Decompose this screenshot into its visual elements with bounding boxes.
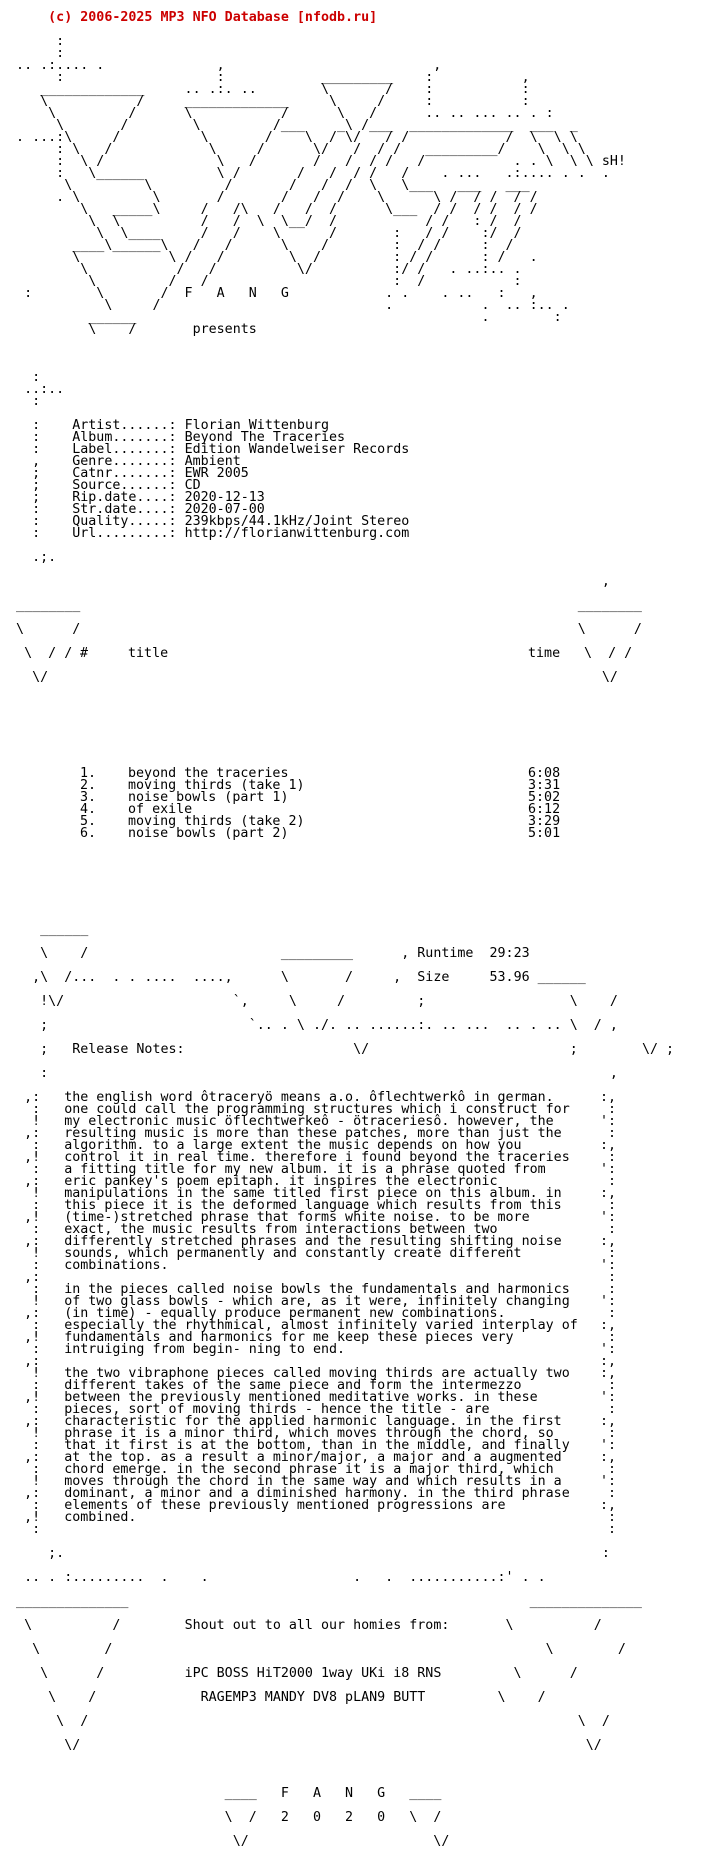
track-number: 2. (80, 778, 97, 793)
note-text: my electronic music öflechtwerkeô - ötraceriesô. however, the (64, 1114, 554, 1129)
divider-art-line-text: : (0, 394, 41, 409)
notes-frame-bottom: .. . :......... . . . . ...........:' . . (0, 1570, 546, 1585)
note-text: dominant, a minor and a diminished harmony. in the third phrase (64, 1486, 570, 1501)
nfo-document: (c) 2006-2025 MP3 NFO Database [nfodb.ru] : : .. .:.... . , , : : _________ : , _____________ .. .:. .. \ / : : \ / _____________ \ / : : \ / \ / \ / .. .. ... .. . : \ / \ /___ _\ /___ _____________ ___ _ . ...:\ / \ / \ / \/ / / / \ \ \ : \ / \ / \/ / / / _________/ \ \ \ : \ / \ / / / / / / . . \ \ \ sH! : \______ \ / / / / / / . ... .:.... . . . \ \ / / / / \ \___ ___ ___ . \ \ / / / / \ \ / / / / / \ _____\ / /\ / / / \___ / / / / / / \ \ / / \ \__/ / / / : / / \ \____ / / \ / : / / :/ / ____\______\ / / \ / : / / : / \ \ / / \ / : / / : / . \ / / \/ :/ / . ..:.. . \ / / : / : : \ / F A N G . . . .. : , \ / . . .. :.. . ______ . : \ / presents : ..:.. : : Artist......: Florian Wittenburg : Album.......: Beyond The Traceries : Label.......: Edition Wandelweiser Records , Genre.......: Ambient ; Catnr.......: EWR 2005 ; Source......: CD ; Rip.date....: 2020-12-13 : Str.date....: 2020-07-00 : Quality.....: 239kbps/44.1kHz/Joint Stereo : Url.........: http://florianwittenburg.com .;. , ________ ________ \ / \ / \ / / # title time \ / / \/ \/ 1. beyond the traceries 6:08 2. moving thirds (take 1) 3:31 3. noise bowls (part 1) 5:02 4. of exile 6:12 5. moving thirds (take 2) 3:29 6. noise bowls (part 2) 5:01 ______ \ / _________ , Runtime 29:23 ,\ /... . . .... ...., \ / , Size 53.96 ______ !\/ `, \ / ; \ / ; `.. . \ ./. .. ......:. .. ... .. . .. \ / , ; Release Notes: \/ ; \/ ; : , ,: the english word ôtraceryö means a.o. ôflechtwerkô in german. :, : one could call the programming structures which i construct for : ! my electronic music öflechtwerkeô - ötraceriesô. however, the ': ,: resulting music is more than these patches, more than just the : : algorithm. to a large extent the music depends on how you :, ,! control it in real time. therefore i found beyond the traceries : : a fitting title for my new album. it is a phrase quoted from ': ,: eric pankey's poem epitaph. it inspires the electronic : ! manipulations in the same titled first piece on this album. in :, : this piece it is the deformed language which results from this : ,! (time-)stretched phrase that forms white noise. to be more ': : exact, the music results from interactions between two : ,: differently stretched phrases and the resulting shifting noise :, ! sounds, which permanently and constantly create different : : combinations. ': ,: : : in the pieces called noise bowls the fundamentals and harmonics : ! of two glass bowls - which are, as it were, infinitely changing ': ,: (in time) - equally produce permanent new combinations. : : especially the rhythmical, almost infinitely varied interplay of :, ,! fundamentals and harmonics for me keep these pieces very : : intruiging from begin- ning to end. ': ,: :, ! the two vibraphone pieces called moving thirds are actually two :, : different takes of the same piece and form the intermezzo : ,! between the previously mentioned meditative works. in these ': : pieces, sort of moving thirds - hence the title - are : ,: characteristic for the applied harmonic language. in the first :, ! phrase it is a minor third, which moves through the chord, so : : that it first is at the bottom, than in the middle, and finally ': ,: at the top. as a result a minor/major, a major and a augmented :, : chord emerge. in the second phrase it is a major third, which : ! moves through the chord in the same way and which results in a ': ,: dominant, a minor and a diminished harmony. in the third phrase : : elements of these previously mentioned progressions are :, ,! combined. : : : ;. : .. . :......... . . . . ...........:' . . ______________ ______________ \ / Shout out to all our homies from: \ / \ / \ / \ / iPC BOSS HiT2000 1way UKi i8 RNS \ / \ / RAGEMP3 MANDY DV8 pLAN9 BUTT \ / \ / \ / \/ \/ ____ F A N G ____ \ / 2 0 2 0 \ / \/ \/ (0, 0, 720, 1860)
note-line: ,: differently stretched phrases and the resulting shifting noise :, (0, 1234, 617, 1249)
info-key: Str.date....: (72, 502, 177, 517)
note-text: manipulations in the same titled first piece on this album. in (64, 1186, 562, 1201)
info-key: Genre.......: (72, 454, 177, 469)
logo-art-line-text: : \ / \ / / / / / / . . \ \ \ sH! (0, 154, 626, 169)
divider-art-line (0, 372, 720, 384)
notes-frame: ; `.. . \ ./. .. ......:. .. ... .. . .. \ / , (0, 1018, 618, 1033)
logo-art-line-text: \ \____ / / \ / : / / :/ / (0, 226, 522, 241)
track-title: noise bowls (part 2) (128, 826, 289, 841)
logo-art-line (0, 36, 720, 48)
note-text: that it first is at the bottom, than in the middle, and finally (64, 1438, 570, 1453)
logo-art-line-text: : \______ \ / / / / / / . ... .:.... . . . (0, 166, 610, 181)
note-text: characteristic for the applied harmonic language. in the first (64, 1414, 562, 1429)
note-line: ! phrase it is a minor third, which moves through the chord, so : (0, 1426, 617, 1441)
logo-art-line-text: \ / . . .. :.. . (0, 298, 570, 313)
note-text: pieces, sort of moving thirds - hence the title - are (64, 1402, 490, 1417)
note-line: : a fitting title for my new album. it is a phrase quoted from ': (0, 1162, 617, 1177)
info-key: Album.......: (72, 430, 177, 445)
note-text: (in time) - equally produce permanent new combinations. (64, 1306, 506, 1321)
note-text: a fitting title for my new album. it is a phrase quoted from (64, 1162, 546, 1177)
divider-art-line-text: ..:.. (0, 382, 65, 397)
track-title: moving thirds (take 2) (128, 814, 305, 829)
logo-art-line-text: : \ / \ / \/ / / / _________/ \ \ \ (0, 142, 586, 157)
info-key: Catnr.......: (72, 466, 177, 481)
info-value: 239kbps/44.1kHz/Joint Stereo (184, 514, 410, 529)
shout-title: Shout out to all our homies from: (184, 1618, 450, 1633)
note-text: resulting music is more than these patches, more than just the (64, 1126, 562, 1141)
note-line: : that it first is at the bottom, than in the middle, and finally ': (0, 1438, 617, 1453)
info-value: 2020-07-00 (184, 502, 265, 517)
logo-art-line-text: : : _________ : , (0, 70, 530, 85)
logo-art-line-text: \ / \ / \ / .. .. ... .. . : (0, 106, 554, 121)
note-text: differently stretched phrases and the resulting shifting noise (64, 1234, 562, 1249)
info-row: : Artist......: Florian Wittenburg (0, 418, 330, 433)
note-line: ,: characteristic for the applied harmonic language. in the first :, (0, 1414, 617, 1429)
logo-art-line-text: \ / \ /___ _\ /___ _____________ ___ _ (0, 118, 578, 133)
notes-frame-top: ______ (0, 922, 89, 937)
info-key: Artist......: (72, 418, 177, 433)
note-line: : elements of these previously mentioned progressions are :, (0, 1498, 617, 1513)
info-key: Quality.....: (72, 514, 177, 529)
note-line: : different takes of the same piece and form the intermezzo : (0, 1378, 617, 1393)
note-line: : intruiging from begin- ning to end. ': (0, 1342, 617, 1357)
logo-art-line-text: \ / / : / : (0, 274, 522, 289)
info-row: ; Rip.date....: 2020-12-13 (0, 490, 265, 505)
shout-groups-1: \ / iPC BOSS HiT2000 1way UKi i8 RNS \ / (0, 1666, 578, 1681)
note-text: moves through the chord in the same way and which results in a (64, 1474, 562, 1489)
footer-name: F A N G (280, 1786, 386, 1801)
track-row (0, 768, 720, 780)
tracklist-frame: \/ \/ (0, 670, 618, 685)
track-number: 4. (80, 802, 97, 817)
logo-art-line-text: \ \ / / / / \ \___ ___ ___ (0, 178, 530, 193)
note-text: elements of these previously mentioned progressions are (64, 1498, 506, 1513)
info-value[interactable]: http://florianwittenburg.com (184, 526, 410, 541)
col-title-header: title (128, 646, 169, 661)
col-num-header: # (80, 646, 89, 661)
note-text: control it in real time. therefore i found beyond the traceries (64, 1150, 570, 1165)
info-row: ; Catnr.......: EWR 2005 (0, 466, 249, 481)
track-row (0, 816, 720, 828)
divider-art-line (0, 396, 720, 408)
note-text: the english word ôtraceryö means a.o. ôflechtwerkô in german. (64, 1090, 554, 1105)
note-line: ,: (in time) - equally produce permanent new combinations. : (0, 1306, 617, 1321)
logo-art-line-text: \ / _____________ \ / : : (0, 94, 530, 109)
note-line: : combinations. ': (0, 1258, 617, 1273)
note-line: ,! between the previously mentioned meditative works. in these ': (0, 1390, 617, 1405)
divider-art-line (0, 384, 720, 396)
note-line: ,! (time-)stretched phrase that forms white noise. to be more ': (0, 1210, 617, 1225)
note-line: ,: at the top. as a result a minor/major, a major and a augmented :, (0, 1450, 617, 1465)
track-time: 3:29 (528, 814, 561, 829)
shout-groups-line1: iPC BOSS HiT2000 1way UKi i8 RNS (184, 1666, 442, 1681)
logo-art-line (0, 324, 720, 336)
shout-groups-2: \ / RAGEMP3 MANDY DV8 pLAN9 BUTT \ / (0, 1690, 546, 1705)
note-text: fundamentals and harmonics for me keep these pieces very (64, 1330, 514, 1345)
logo-art-line-text: \ \ / / \ \__/ / / / : / / (0, 214, 522, 229)
note-line: ,: eric pankey's poem epitaph. it inspires the electronic : (0, 1174, 617, 1189)
logo-art-line-text: \ / presents (0, 322, 257, 337)
info-value: EWR 2005 (184, 466, 249, 481)
note-line: : in the pieces called noise bowls the fundamentals and harmonics : (0, 1282, 617, 1297)
track-number: 5. (80, 814, 97, 829)
note-text: eric pankey's poem epitaph. it inspires the electronic (64, 1174, 498, 1189)
logo-art-line-text: . \ \ / / / / \ \ / / / / / (0, 190, 538, 205)
tracklist-header: \ / / # title time \ / / (0, 646, 633, 661)
logo-art-line-text: \ \ / / \ / : / / : / . (0, 250, 538, 265)
note-text: especially the rhythmical, almost infinitely varied interplay of (64, 1318, 578, 1333)
logo-art-line-text: ____\______\ / / \ / : / / : / (0, 238, 514, 253)
release-info (0, 420, 720, 540)
size-value: 53.96 (489, 970, 530, 985)
track-title: beyond the traceries (128, 766, 289, 781)
track-number: 3. (80, 790, 97, 805)
note-line: ,! control it in real time. therefore i found beyond the traceries : (0, 1150, 617, 1165)
track-title: noise bowls (part 1) (128, 790, 289, 805)
blank-line: .;. (0, 550, 57, 565)
size-label: Size (417, 970, 450, 985)
tracklist-frame-top: ________ ________ (0, 598, 642, 613)
col-time-header: time (528, 646, 561, 661)
note-text: different takes of the same piece and form the intermezzo (64, 1378, 522, 1393)
note-text: algorithm. to a large extent the music depends on how you (64, 1138, 522, 1153)
note-text: (time-)stretched phrase that forms white noise. to be more (64, 1210, 530, 1225)
divider-art-line-text: : (0, 370, 41, 385)
runtime-label: Runtime (417, 946, 474, 961)
note-line: ! moves through the chord in the same way and which results in a ': (0, 1474, 617, 1489)
info-row: : Str.date....: 2020-07-00 (0, 502, 265, 517)
track-row (0, 828, 720, 840)
logo-art-line-text: .. .:.... . , , (0, 58, 442, 73)
footer-year-line: \ / 2 0 2 0 \ / (0, 1810, 442, 1825)
logo-art-line-text: \ / / \/ :/ / . ..:.. . (0, 262, 522, 277)
note-line: : algorithm. to a large extent the music depends on how you :, (0, 1138, 617, 1153)
track-row (0, 780, 720, 792)
note-line: ! manipulations in the same titled first piece on this album. in :, (0, 1186, 617, 1201)
track-time: 5:02 (528, 790, 561, 805)
note-text: chord emerge. in the second phrase it is a major third, which (64, 1462, 554, 1477)
track-row (0, 804, 720, 816)
note-text: combined. (64, 1510, 137, 1525)
note-line: ,: dominant, a minor and a diminished harmony. in the third phrase : (0, 1486, 617, 1501)
note-line: : one could call the programming structures which i construct for : (0, 1102, 617, 1117)
note-line: : especially the rhythmical, almost infinitely varied interplay of :, (0, 1318, 617, 1333)
footer-name-line: ____ F A N G ____ (0, 1786, 442, 1801)
blank-line: , (0, 574, 610, 589)
logo-art-line-text: ______ . : (0, 310, 562, 325)
info-value: Beyond The Traceries (184, 430, 346, 445)
info-value: Florian Wittenburg (184, 418, 330, 433)
info-value: Ambient (184, 454, 241, 469)
logo-art-line-text: \ _____\ / /\ / / / \___ / / / / / / (0, 202, 538, 217)
logo-art-line-text: _____________ .. .:. .. \ / : : (0, 82, 530, 97)
info-key: Label.......: (72, 442, 177, 457)
logo-ascii-art (0, 36, 720, 336)
track-number: 1. (80, 766, 97, 781)
note-line: ,: the english word ôtraceryö means a.o. ôflechtwerkô in german. :, (0, 1090, 617, 1105)
track-time: 5:01 (528, 826, 561, 841)
track-row (0, 792, 720, 804)
notes-frame-bottom: ;. : (0, 1546, 610, 1561)
logo-art-line-text: . ...:\ / \ / \ / \/ / / / \ \ \ (0, 130, 578, 145)
note-line: ! sounds, which permanently and constantly create different : (0, 1246, 617, 1261)
release-notes: ,: the english word ôtraceryö means a.o. ôflechtwerkô in german. :, : one could call the programming structures which i construct for : ! my electronic music öflechtwerkeô - ötraceriesô. however, the ': ,: resulting music is more than these patches, more than just the : : algorithm. to a large extent the music depends on how you :, ,! control it in real time. therefore i found beyond the traceries : : a fitting title for my new album. it is a phrase quoted from ': ,: eric pankey's poem epitaph. it inspires the electronic : ! manipulations in the same titled first piece on this album. in :, : this piece it is the deformed language which results from this : ,! (time-)stretched phrase that forms white noise. to be more ': : exact, the music results from interactions between two : ,: differently stretched phrases and the resulting shifting noise :, ! sounds, which permanently and constantly create different : : combinations. ': ,: : : in the pieces called noise bowls the fundamentals and harmonics : ! of two glass bowls - which are, as it were, infinitely changing ': ,: (in time) - equally produce permanent new combinations. : : especially the rhythmical, almost infinitely varied interplay of :, ,! fundamentals and harmonics for me keep these pieces very : : intruiging from begin- ning to end. ': ,: :, ! the two vibraphone pieces called moving thirds are actually two :, : different takes of the same piece and form the intermezzo : ,! between the previously mentioned meditative works. in these ': : pieces, sort of moving thirds - hence the title - are : ,: characteristic for the applied harmonic language. in the first :, ! phrase it is a minor third, which moves through the chord, so : : that it first is at the bottom, than in the middle, and finally ': ,: at the top. as a result a minor/major, a major and a augmented :, : chord emerge. in the second phrase it is a major third, which : ! moves through the chord in the same way and which results in a ': ,: dominant, a minor and a diminished harmony. in the third phrase : : elements of these previously mentioned progressions are :, ,! combined. : : : (0, 1092, 720, 1536)
source-header: (c) 2006-2025 MP3 NFO Database [nfodb.ru] (0, 10, 378, 25)
note-text: phrase it is a minor third, which moves through the chord, so (64, 1426, 554, 1441)
blank-line (0, 348, 720, 360)
shout-frame-top: ______________ ______________ (0, 1594, 642, 1609)
info-value: CD (184, 478, 201, 493)
note-text: between the previously mentioned meditative works. in these (64, 1390, 538, 1405)
note-text: exact, the music results from interactions between two (64, 1222, 498, 1237)
logo-art-line-text: : (0, 46, 65, 61)
footer-year: 2 0 2 0 (280, 1810, 386, 1825)
shout-groups-line2: RAGEMP3 MANDY DV8 pLAN9 BUTT (200, 1690, 426, 1705)
logo-art-line-text: : \ / F A N G . . . .. : , (0, 286, 538, 301)
note-text: combinations. (64, 1258, 169, 1273)
info-value: Edition Wandelweiser Records (184, 442, 410, 457)
info-value: 2020-12-13 (184, 490, 265, 505)
note-text: at the top. as a result a minor/major, a major and a augmented (64, 1450, 562, 1465)
info-row: : Album.......: Beyond The Traceries (0, 430, 346, 445)
track-title: of exile (128, 802, 193, 817)
note-text: in the pieces called noise bowls the fundamentals and harmonics (64, 1282, 570, 1297)
info-key: Rip.date....: (72, 490, 177, 505)
note-line: ! of two glass bowls - which are, as it were, infinitely changing ': (0, 1294, 617, 1309)
track-time: 6:12 (528, 802, 561, 817)
note-text: the two vibraphone pieces called moving thirds are actually two (64, 1366, 570, 1381)
info-row: : Quality.....: 239kbps/44.1kHz/Joint Stereo (0, 514, 410, 529)
track-list (0, 768, 720, 840)
note-line: : pieces, sort of moving thirds - hence the title - are : (0, 1402, 617, 1417)
note-line: ! the two vibraphone pieces called moving thirds are actually two :, (0, 1366, 617, 1381)
note-text: intruiging from begin- ning to end. (64, 1342, 346, 1357)
info-row: ; Source......: CD (0, 478, 201, 493)
note-line: : chord emerge. in the second phrase it is a major third, which : (0, 1462, 617, 1477)
note-text: this piece it is the deformed language which results from this (64, 1198, 562, 1213)
size-line: ,\ /... . . .... ...., \ / , Size 53.96 ______ (0, 970, 586, 985)
note-line: ,! combined. : (0, 1510, 617, 1525)
note-text: sounds, which permanently and constantly create different (64, 1246, 522, 1261)
tracklist-frame: \ / \ / (0, 622, 642, 637)
note-line: ! my electronic music öflechtwerkeô - ötraceriesô. however, the ': (0, 1114, 617, 1129)
divider-ascii-art (0, 372, 720, 408)
track-number: 6. (80, 826, 97, 841)
note-line: ,: resulting music is more than these patches, more than just the : (0, 1126, 617, 1141)
info-key: Url.........: (72, 526, 177, 541)
track-time: 3:31 (528, 778, 561, 793)
note-text: of two glass bowls - which are, as it were, infinitely changing (64, 1294, 570, 1309)
shout-title-line: \ / Shout out to all our homies from: \ / (0, 1618, 602, 1633)
notes-title-line: ; Release Notes: \/ ; \/ ; (0, 1042, 675, 1057)
runtime-line: \ / _________ , Runtime 29:23 (0, 946, 530, 961)
track-time: 6:08 (528, 766, 561, 781)
note-line: : this piece it is the deformed language which results from this : (0, 1198, 617, 1213)
notes-frame: !\/ `, \ / ; \ / (0, 994, 618, 1009)
note-line: : exact, the music results from interactions between two : (0, 1222, 617, 1237)
logo-art-line-text: : (0, 34, 65, 49)
info-row: , Genre.......: Ambient (0, 454, 241, 469)
info-row: : Label.......: Edition Wandelweiser Records (0, 442, 410, 457)
notes-title: Release Notes: (72, 1042, 185, 1057)
note-text: one could call the programming structures which i construct for (64, 1102, 570, 1117)
info-key: Source......: (72, 478, 177, 493)
info-row: : Url.........: http://florianwittenburg.com (0, 526, 410, 541)
note-line: ,! fundamentals and harmonics for me keep these pieces very : (0, 1330, 617, 1345)
runtime-value: 29:23 (489, 946, 530, 961)
track-title: moving thirds (take 1) (128, 778, 305, 793)
